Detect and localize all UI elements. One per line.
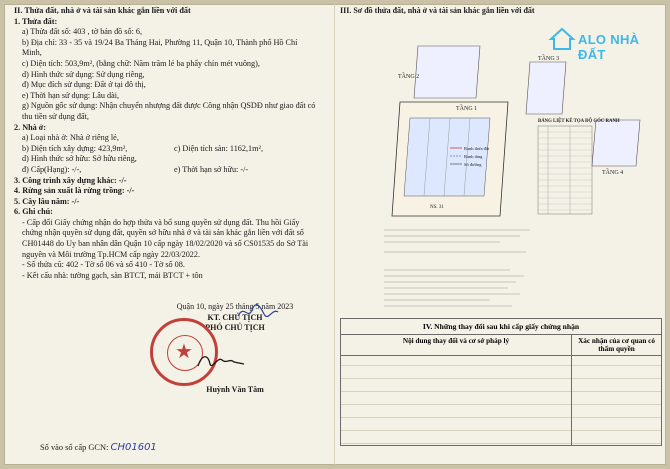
serial-label: Số vào sổ cấp GCN: (40, 443, 109, 452)
changes-table (340, 318, 662, 446)
house-term: e) Thời hạn sở hữu: -/- (174, 164, 249, 174)
floor-label: TẦNG 2 (398, 74, 420, 80)
house-area-row (14, 144, 326, 155)
floor-label: TẦNG 1 (456, 106, 478, 112)
initials-signature (236, 302, 280, 322)
floor-label: TẦNG 3 (538, 56, 560, 62)
note-line: CH01448 do Uy ban nhân dân Quận 10 cấp ngày 18/02/2020 và số CS01535 do Sở Tài (22, 239, 309, 249)
col-content-header: Nội dung thay đổi và cơ sở pháp lý (341, 335, 572, 355)
house-area: b) Diện tích xây dựng: 423,9m², (22, 143, 128, 153)
section-2-title: II. Thửa đất, nhà ở và tài sản khác gắn liền với đất (14, 6, 191, 15)
section-3-title-text: III. Sơ đồ thửa đất, nhà ở và tài sản khác gắn liền với đất (340, 6, 535, 15)
land-line: e) Thời hạn sử dụng: Lâu dài, (22, 90, 120, 100)
floor-1-plan (392, 102, 508, 216)
legend-item: Ranh tầng (464, 154, 483, 159)
land-line: đ) Mục đích sử dụng: Đất ở tại đô thị, (22, 80, 146, 90)
seal-star-icon: ★ (175, 341, 193, 363)
handwritten-signature (196, 350, 246, 372)
note-line: chứng nhận quyền sử dụng đất, quyền sở hữu nhà ở và tài sản khác gắn liền với đất số (22, 228, 304, 238)
house-type: a) Loại nhà ở: Nhà ở riêng lẻ, (22, 133, 119, 143)
note-line: - Số thửa cũ: 402 - Tờ số 06 và số 410 - Tờ số 08. (22, 260, 185, 270)
serial-value: CH01601 (110, 442, 157, 453)
land-line: b) Địa chỉ: 33 - 35 và 19/24 Ba Tháng Hai, Phường 11, Quận 10, Thành phố Hồ Chí (22, 37, 298, 47)
house-ownership: d) Hình thức sở hữu: Sở hữu riêng, (22, 154, 137, 164)
house-heading: 2. Nhà ở: (14, 122, 47, 132)
section-4-title: IV. Những thay đổi sau khi cấp giấy chứng nhận (341, 319, 661, 335)
coordinate-table-title: BẢNG LIỆT KÊ TỌA ĐỘ GÓC RANH (538, 119, 620, 124)
signing-position: PHÓ CHỦ TỊCH (205, 323, 265, 332)
item-5: 5. Cây lâu năm: -/- (14, 196, 80, 206)
item-6: 6. Ghi chú: (14, 207, 53, 217)
note-line: - Kết cấu nhà: tường gạch, sàn BTCT, mái BTCT + tôn (22, 270, 203, 280)
house-level-row (14, 165, 326, 176)
land-line: thu tiền sử dụng đất, (22, 111, 89, 121)
item-4: 4. Rừng sản xuất là rừng trồng: -/- (14, 186, 135, 196)
floor-4-plan (592, 120, 640, 176)
signing-kt: KT. CHỦ TỊCH (207, 313, 263, 322)
changes-table-divider (571, 353, 572, 445)
legend-item: Ranh thửa đất (464, 146, 490, 151)
land-line: c) Diện tích: 503,9m², (bằng chữ: Năm trăm lẻ ba phẩy chín mét vuông), (22, 58, 260, 68)
watermark-text: ALO NHÀ ĐẤT (578, 32, 640, 62)
floor-3-plan (526, 54, 566, 114)
watermark-house-icon (548, 26, 576, 52)
page-fold (334, 4, 335, 465)
changes-table-body (341, 353, 661, 445)
floor-label: TẦNG 4 (602, 170, 624, 176)
note-line: - Cấp đổi Giấy chứng nhận do hợp thửa và bổ sung quyền sử dụng đất. Thu hồi Giấy (22, 217, 300, 227)
legend-item: Số đường (464, 162, 482, 167)
land-line: d) Hình thức sử dụng: Sử dụng riêng, (22, 69, 145, 79)
land-heading: 1. Thửa đất: (14, 16, 58, 26)
signer-name: Huỳnh Văn Tâm (206, 385, 264, 394)
house-level: đ) Cấp(Hạng): -/-, (22, 164, 82, 174)
serial-row (40, 442, 157, 453)
land-line: Minh, (22, 48, 42, 58)
land-line: a) Thửa đất số: 403 , tờ bản đồ số: 6, (22, 27, 143, 37)
land-line: g) Nguồn gốc sử dụng: Nhận chuyển nhượng đất được Công nhận QSDĐ như giao đất có (22, 101, 316, 111)
site-plan (340, 20, 662, 312)
note-line: nguyên và Môi trường Tp.HCM cấp ngày 22/03/2022. (22, 249, 201, 259)
section-3-title (340, 6, 662, 15)
map-notes (384, 230, 530, 306)
section-2 (14, 6, 326, 281)
signing-date: Quận 10, ngày 25 tháng 5 năm 2023 (176, 302, 294, 311)
floor-2-plan (398, 46, 480, 98)
lot-label: NS. 31 (430, 205, 444, 210)
col-confirm-header: Xác nhận của cơ quan có thẩm quyền (578, 337, 655, 353)
house-floor-area: c) Diện tích sàn: 1162,1m², (174, 143, 264, 153)
item-3: 3. Công trình xây dựng khác: -/- (14, 175, 127, 185)
